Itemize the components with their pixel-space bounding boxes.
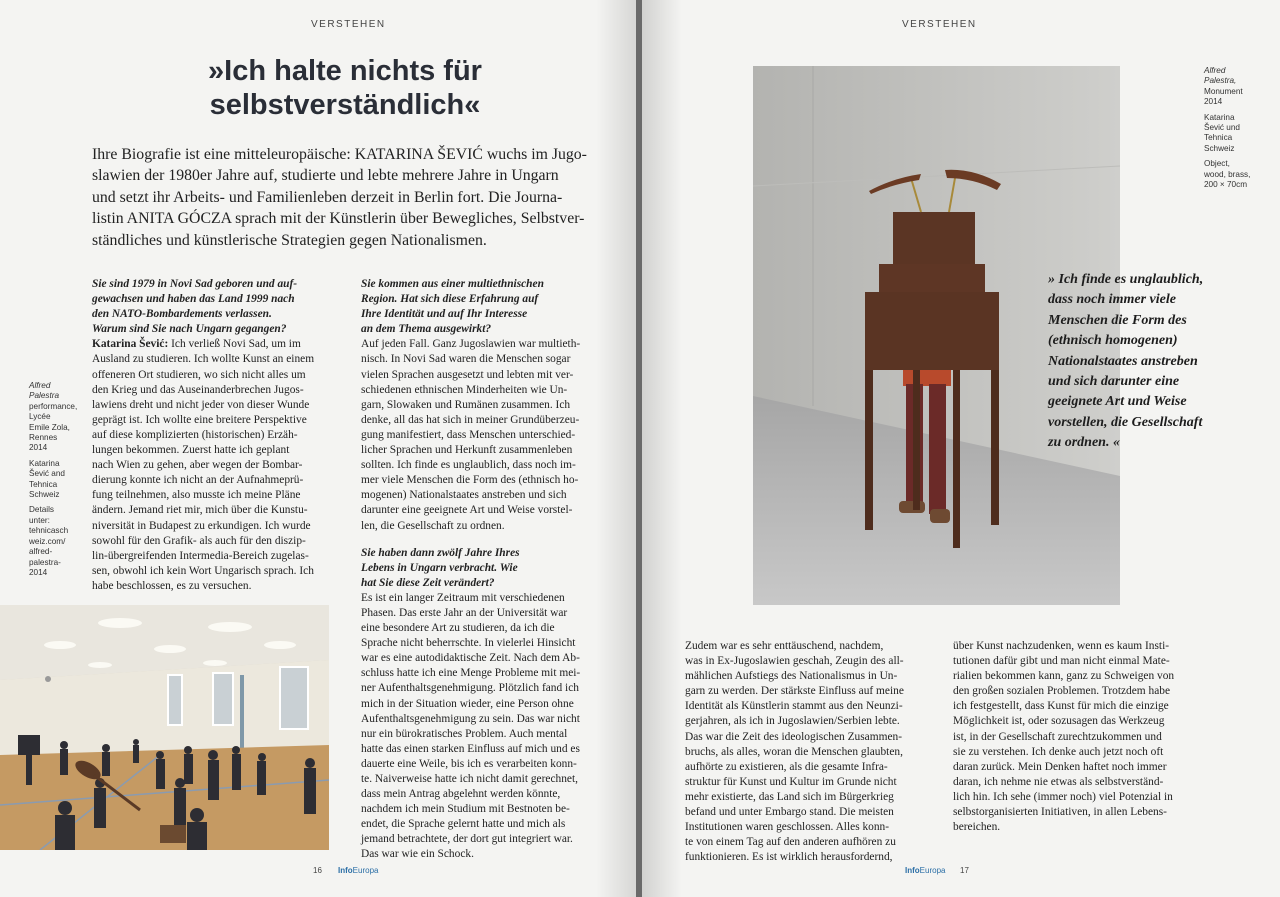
text-line: dierung konnte ich nicht an der Aufnahmeprü-	[92, 474, 304, 487]
answer-first-line	[92, 337, 320, 352]
text-line: garn zu werden. Der stärkste Einfluss auf meine	[685, 685, 904, 698]
text-line: und sich darunter eine	[1048, 374, 1180, 390]
text-line: len, die Gesellschaft zu ordnen.	[361, 519, 505, 532]
text-line: Monument	[1204, 86, 1243, 96]
text-line: Lebens in Ungarn verbracht. Wie	[361, 561, 518, 574]
text-line: sen, obwohl ich kein Wort Ungarisch sprach. Ich	[92, 564, 314, 577]
text-line: geeignete Art und Weise	[1048, 394, 1187, 410]
gutter-shadow	[642, 0, 682, 897]
text-line: Zudem war es sehr enttäuschend, nachdem,	[685, 640, 884, 652]
text-line: Identität als Künstlerin stammt aus den Neunzi-	[685, 700, 903, 713]
text-line: Das war die Zeit des ideologischen Zusammen-	[685, 730, 902, 743]
text-line: Object,	[1204, 159, 1230, 169]
text-line: Region. Hat sich diese Erfahrung auf	[361, 293, 539, 306]
text-line: Palestra,	[1204, 76, 1237, 86]
text-line: ändern. Jemand riet mir, mich über die Kunstu-	[92, 504, 308, 517]
text-line: te. Naiverweise hatte ich nicht damit gerechnet,	[361, 773, 578, 785]
text-line: Phasen. Das erste Jahr an der Universität war	[361, 606, 568, 619]
text-line: sowohl für den Grafik- als auch für den diszip-	[92, 534, 306, 547]
text-line: lungen bekommen. Zuerst hatte ich geplant	[92, 444, 290, 457]
text-line: licher Sprachen und Herkunft zusammenleben	[361, 444, 573, 457]
page-number-left: 16	[313, 866, 322, 875]
text-line: (ethnisch homogenen)	[1048, 333, 1178, 349]
speaker-name: Katarina Šević:	[92, 338, 169, 351]
article-column-3	[685, 639, 921, 865]
text-line: gung manifestiert, dass Menschen unterschied-	[361, 428, 576, 441]
text-line: te von einem Tag auf den anderen aufhören zu	[685, 836, 896, 849]
text-line: ich festgestellt, dass Kunst für mich die einzige	[953, 700, 1169, 713]
text-line: nach Wien zu gehen, aber wegen der Bombar-	[92, 459, 303, 472]
text-line: gerjahren, als ich in Jugoslawien/Serbien lebte.	[685, 715, 900, 728]
text-line: schiedenen ethnischen Minderheiten wie Un-	[361, 383, 568, 396]
text-line: Sie haben dann zwölf Jahre Ihres	[361, 546, 520, 559]
text-line: bereichen.	[953, 821, 1001, 834]
text-line: offeneren Ort studieren, wo sich nicht alles um	[92, 368, 306, 381]
text-line: Tehnica	[1204, 133, 1233, 143]
performance-photo	[0, 605, 329, 850]
text-line: lich hin. Ich sehe (immer noch) viel Potenzial in	[953, 790, 1173, 803]
paragraph-gap	[361, 534, 597, 546]
answer-text: Ich verließ Novi Sad, um im	[168, 338, 301, 351]
text-line: daran zurück. Mein Denken haftet noch immer	[953, 760, 1167, 773]
text-line: vielen Sprachen ausgesetzt und lebten mit ver-	[361, 368, 574, 381]
text-line: slawien der 1980er Jahre auf, studierte und lebte mehrere Jahre in Ungarn	[92, 167, 559, 185]
article-column-2	[361, 277, 597, 863]
text-line: Ihre Identität und auf Ihr Interesse	[361, 308, 528, 321]
brand-name-part: Europa	[352, 866, 379, 875]
text-line: nur ein bürokratisches Problem. Auch mental	[361, 727, 568, 740]
article-column-4	[953, 639, 1189, 835]
left-page	[0, 0, 636, 897]
article-headline	[150, 54, 540, 122]
text-line: performance,	[29, 401, 78, 411]
text-line: daran, ich nehme nie etwas als selbstverständ-	[953, 775, 1164, 788]
text-line: gewachsen und haben das Land 1999 nach	[92, 293, 295, 306]
text-line: wood, brass,	[1204, 169, 1251, 179]
brand-footer-left	[338, 866, 378, 875]
text-line: Möglichkeit ist, oder sozusagen das Werkzeug	[953, 715, 1165, 728]
text-line: weiz.com/	[29, 536, 66, 546]
text-line: Das war wie ein Schock.	[361, 848, 474, 861]
text-line: an dem Thema ausgewirkt?	[361, 323, 492, 336]
section-label: VERSTEHEN	[311, 19, 386, 30]
text-line: Sprache nicht beherrschte. In vielerlei Hinsicht	[361, 637, 576, 650]
text-line: Lycée	[29, 412, 51, 422]
text-line: ist, in der Gesellschaft zurechtzukommen und	[953, 730, 1162, 743]
text-line: den NATO-Bombardements verlassen.	[92, 308, 272, 321]
right-page	[642, 0, 1280, 897]
text-line: Katarina	[29, 458, 60, 468]
text-line: rialien bekommen kann, ganz zu Schweigen von	[953, 670, 1175, 683]
text-line: sollten. Ich finde es unglaublich, dass noch im-	[361, 459, 576, 472]
brand-name-part: Info	[338, 866, 353, 875]
text-line: ständliches und künstlerische Strategien gegen Nationalismen.	[92, 231, 487, 249]
text-line: 200 × 70cm	[1204, 180, 1248, 190]
text-line: bruchs, als alles, woran die Menschen glaubten,	[685, 745, 903, 758]
photo-caption-right	[1204, 66, 1250, 190]
text-line: hat Sie diese Zeit verändert?	[361, 576, 495, 589]
text-line: unter:	[29, 515, 50, 525]
text-line: nisch. In Novi Sad waren die Menschen sogar	[361, 353, 571, 366]
text-line: 2014	[29, 443, 48, 453]
intro-paragraph	[92, 144, 597, 251]
text-line: jemand betrachtete, der dort gut integriert war.	[361, 833, 573, 846]
text-line: fung teilnehmen, also musste ich meine Pläne	[92, 489, 301, 502]
photo-caption-left	[29, 381, 77, 578]
text-line: befand und unter Embargo stand. Die meisten	[685, 806, 894, 819]
text-line: lawiens dreht und nicht jeder von dieser Wunde	[92, 398, 310, 411]
text-line: dass noch immer viele	[1048, 292, 1176, 308]
text-line: listin ANITA GÓCZA sprach mit der Künstlerin über Bewegliches, Selbstver-	[92, 210, 585, 228]
text-line: sie zu verstehen. Ich denke auch jetzt noch oft	[953, 745, 1164, 758]
text-line: tutionen dafür gibt und man nicht einmal Mate-	[953, 655, 1170, 668]
text-line: Details	[29, 505, 55, 515]
text-line: mehr existierte, das Land sich im Bürgerkrieg	[685, 790, 894, 803]
text-line: habe beschlossen, es zu versuchen.	[92, 579, 252, 592]
text-line: vorstellen, die Gesellschaft	[1048, 414, 1203, 430]
text-line: schluss hatte ich eine Menge Probleme mit mei-	[361, 667, 581, 680]
text-line: Sie kommen aus einer multiethnischen	[361, 278, 544, 290]
text-line: lin-übergreifenden Intermedia-Bereich zugelas-	[92, 549, 309, 562]
article-column-1	[92, 277, 320, 594]
text-line: 2014	[29, 567, 48, 577]
text-line: war es eine autodidaktische Zeit. Nach dem Ab-	[361, 652, 580, 665]
text-line: Auf jeden Fall. Ganz Jugoslawien war multieth-	[361, 338, 581, 351]
text-line: Ihre Biografie ist eine mitteleuropäische: KATARINA ŠEVIĆ wuchs im Jugo-	[92, 146, 587, 163]
headline-line: selbstverständlich«	[209, 89, 481, 121]
text-line: Emile Zola,	[29, 422, 70, 432]
text-line: Es ist ein langer Zeitraum mit verschiedenen	[361, 591, 565, 604]
text-line: niversität in Budapest zu erkundigen. Ich wurde	[92, 519, 311, 532]
text-line: dauerte eine Weile, bis ich es verarbeiten konn-	[361, 757, 577, 770]
text-line: Alfred	[29, 381, 51, 390]
text-line: zu ordnen. «	[1048, 435, 1120, 451]
text-line: Alfred	[1204, 66, 1226, 75]
text-line: Ausland zu studieren. Ich wollte Kunst an einem	[92, 353, 315, 366]
text-line: Šević und	[1204, 123, 1240, 133]
text-line: funktionieren. Es ist wirklich herausfordernd,	[685, 851, 893, 864]
headline-line: »Ich halte nichts für	[208, 55, 482, 87]
brand-name-part: Europa	[919, 866, 946, 875]
text-line: Warum sind Sie nach Ungarn gegangen?	[92, 323, 287, 336]
text-line: mer viele Menschen die Form des (ethnisch ho-	[361, 474, 579, 487]
pull-quote	[1048, 270, 1224, 454]
text-line: Schweiz	[29, 490, 60, 500]
text-line: nachdem ich mein Studium mit Bestnoten be-	[361, 803, 570, 816]
text-line: dass mein Antrag abgelehnt werden könnte,	[361, 788, 561, 801]
text-line: denke, all das hat sich in meiner Grundüberzeu-	[361, 413, 580, 426]
text-line: den Krieg und das Auseinanderbrechen Jugos-	[92, 383, 304, 396]
text-line: Rennes	[29, 433, 58, 443]
text-line: über Kunst nachzudenken, wenn es kaum Insti-	[953, 640, 1170, 652]
text-line: eine besondere Art zu studieren, da ich die	[361, 622, 555, 635]
text-line: tehnicasch	[29, 526, 69, 536]
text-line: Institutionen waren geschlossen. Alles konn-	[685, 821, 890, 834]
text-line: palestra-	[29, 557, 61, 567]
brand-footer-right	[905, 866, 945, 875]
text-line: Palestra	[29, 391, 60, 401]
text-line: auf diese komplizierten (historischen) Erzäh-	[92, 428, 298, 441]
text-line: den großen sozialen Problemen. Trotzdem habe	[953, 685, 1171, 698]
text-line: Sie sind 1979 in Novi Sad geboren und auf-	[92, 278, 298, 290]
text-line: Šević and	[29, 469, 65, 479]
text-line: 2014	[1204, 97, 1223, 107]
text-line: endet, die Sprache gelernt hatte und mich als	[361, 818, 566, 831]
text-line: ner Aufenthaltsgenehmigung. Plötzlich fand ich	[361, 682, 579, 695]
text-line: mich in der Situation wieder, eine Person ohne	[361, 697, 574, 710]
text-line: selbstorganisierten Initiativen, in allen Lebens-	[953, 806, 1167, 819]
text-line: hatte das einen starken Einfluss auf mich und es	[361, 742, 580, 755]
text-line: geprägt ist. Ich wollte eine breitere Perspektive	[92, 413, 307, 426]
text-line: darunter eine geeignete Art und Weise vorstel-	[361, 504, 573, 517]
text-line: aufhörte zu existieren, als die gesamte Infra-	[685, 760, 888, 773]
text-line: Katarina	[1204, 112, 1235, 122]
text-line: alfred-	[29, 547, 53, 557]
performance-photo-image	[0, 605, 329, 850]
gutter-shadow	[596, 0, 636, 897]
brand-name-part: Info	[905, 866, 920, 875]
text-line: struktur für Kunst und Kultur im Grunde nicht	[685, 775, 897, 788]
page-number-right: 17	[960, 866, 969, 875]
text-line: Nationalstaates anstreben	[1048, 353, 1198, 369]
text-line: mogenen) Nationalstaates anstreben und sich	[361, 489, 567, 502]
text-line: Menschen die Form des	[1048, 312, 1187, 328]
text-line: Tehnica	[29, 479, 58, 489]
text-line: Schweiz	[1204, 143, 1235, 153]
text-line: mählichen Aufstiegs des Nationalismus in Un-	[685, 670, 898, 683]
text-line: was in Ex-Jugoslawien geschah, Zeugin des all-	[685, 655, 904, 668]
text-line: und setzt ihr Arbeits- und Familienleben derzeit in Berlin fort. Die Journa-	[92, 188, 563, 206]
text-line: » Ich finde es unglaublich,	[1048, 272, 1204, 287]
text-line: Aufenthaltsgenehmigung zu sein. Das war nicht	[361, 712, 580, 725]
section-label: VERSTEHEN	[902, 19, 977, 30]
text-line: garn, Slowaken und Rumänen zusammen. Ich	[361, 398, 571, 411]
